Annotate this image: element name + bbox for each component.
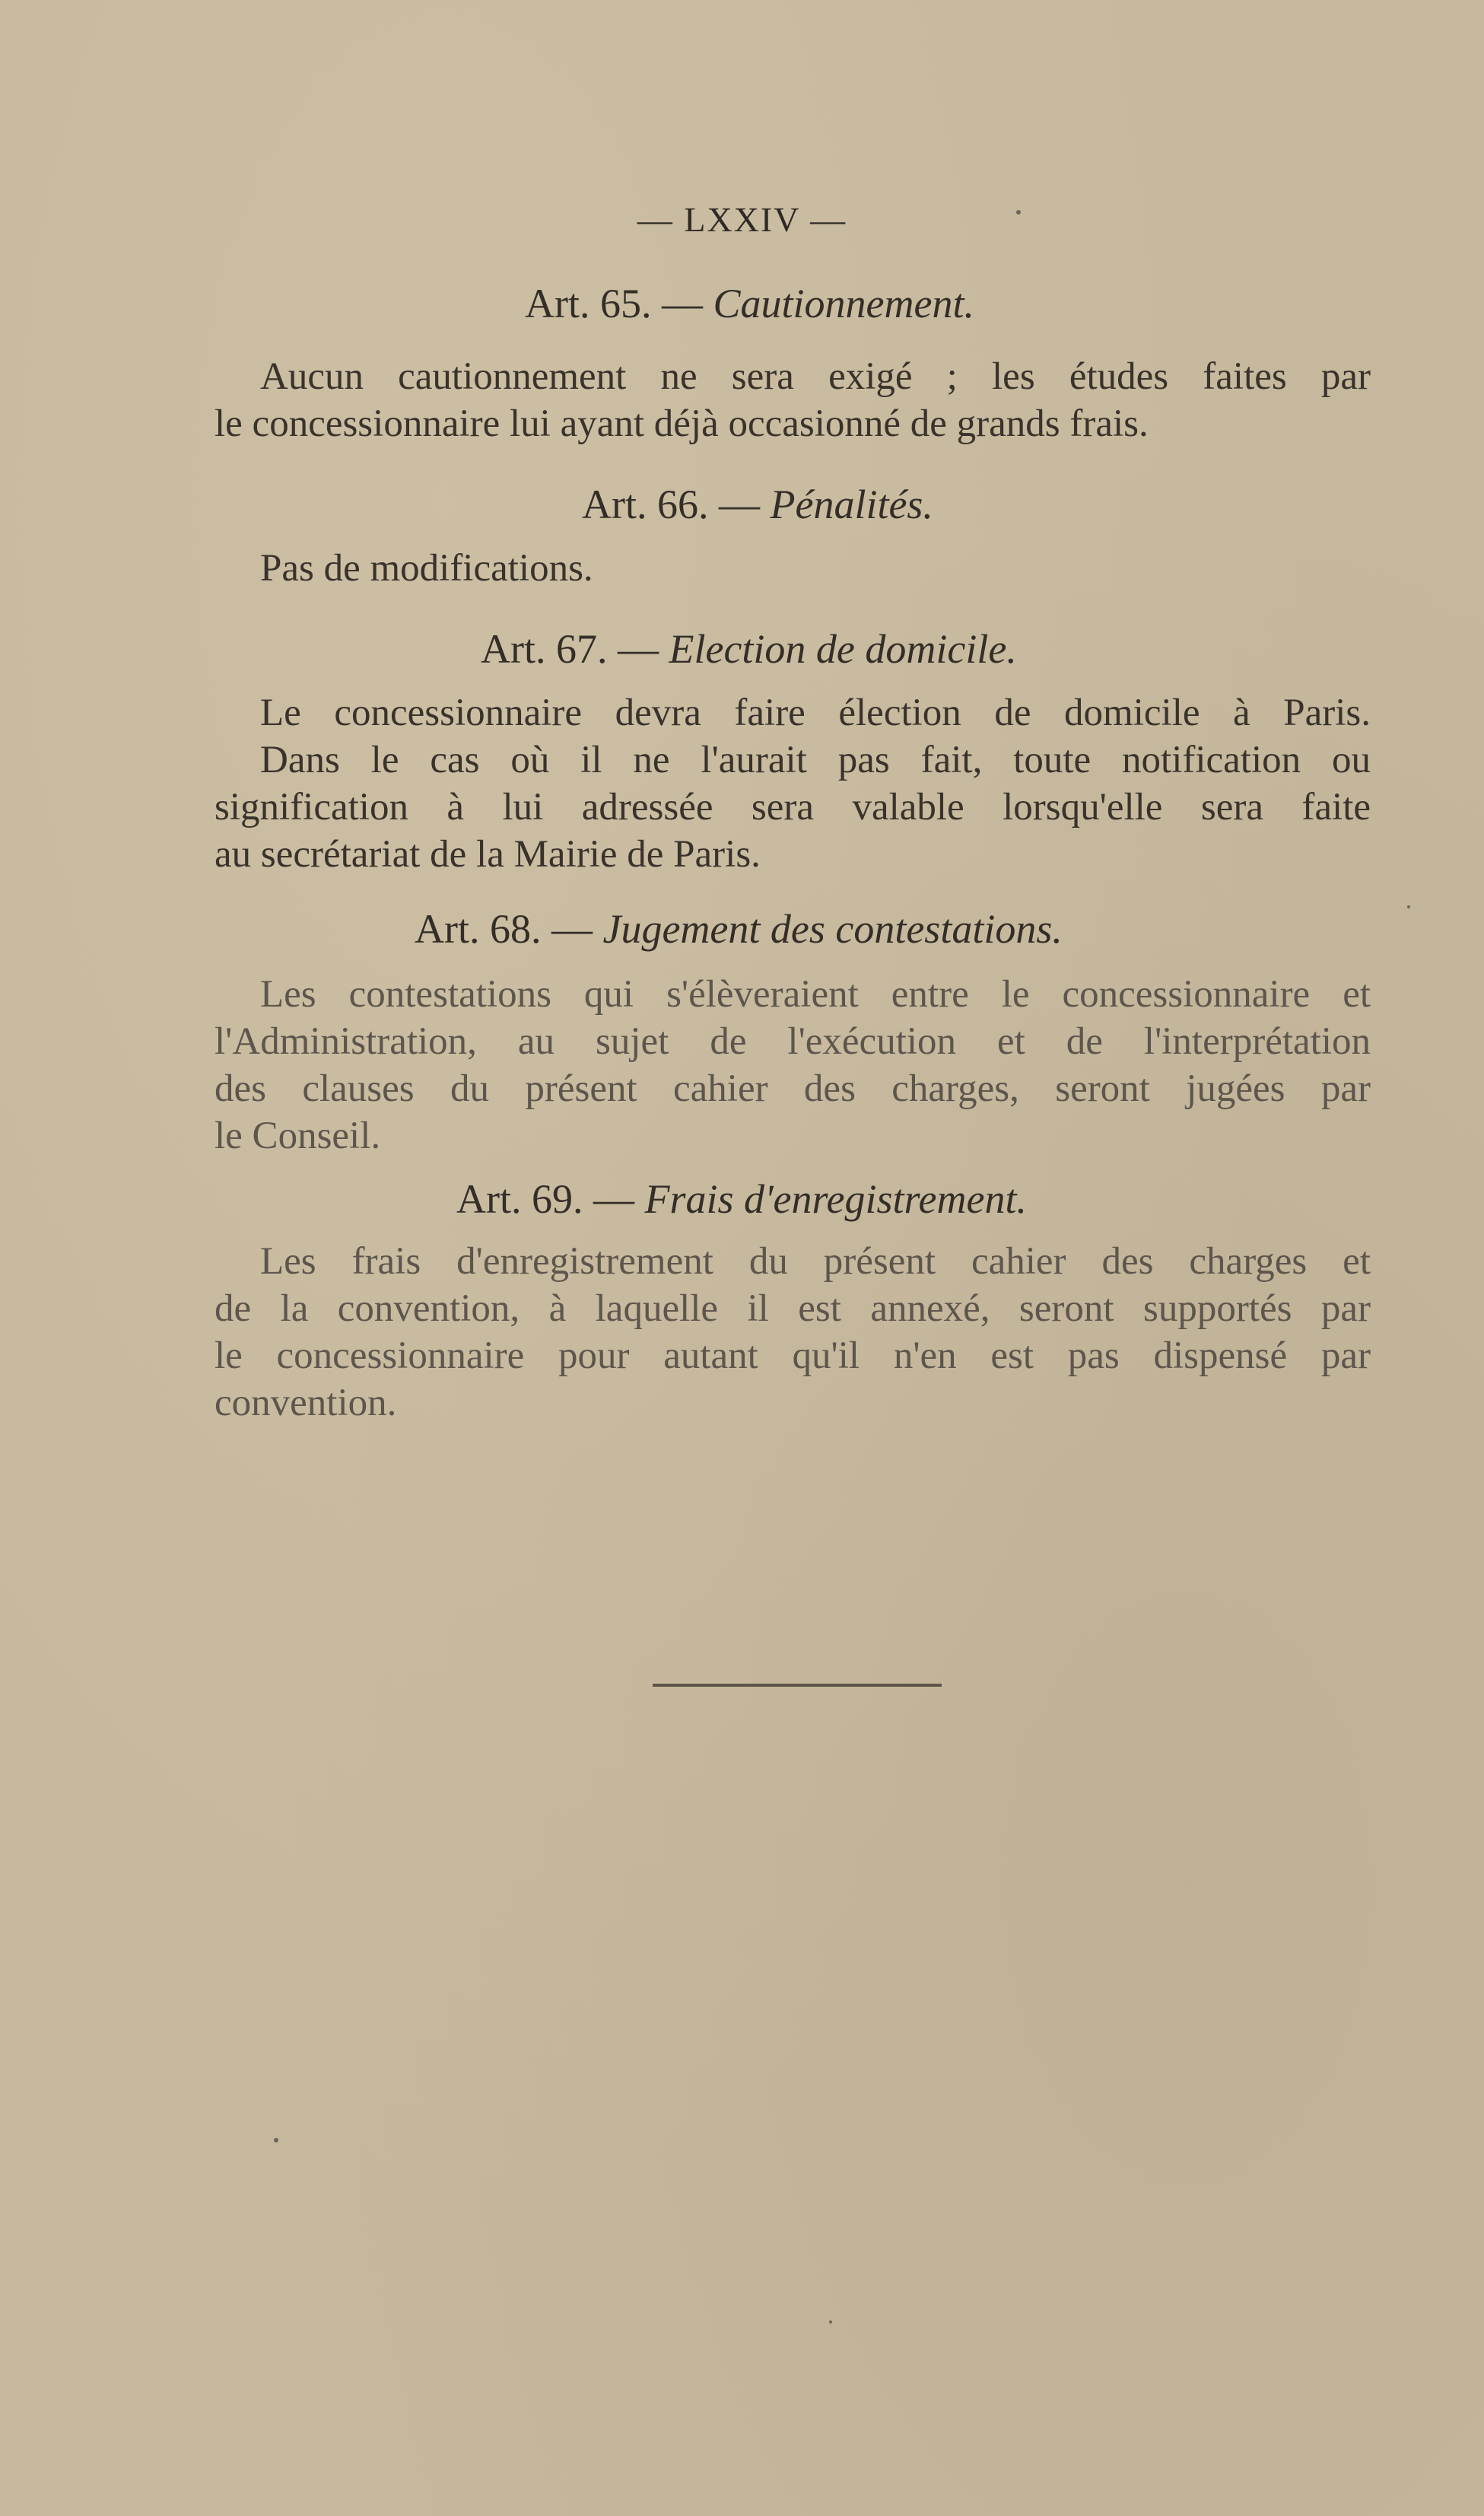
- article-67-number: Art. 67. —: [481, 626, 669, 672]
- article-68-line-4: le Conseil.: [214, 1115, 381, 1157]
- article-65-number: Art. 65. —: [525, 281, 713, 326]
- article-69-body: [214, 1238, 1371, 1427]
- article-69-line-1: Les frais d'enregistrement du présent cahier des charges et: [260, 1240, 1371, 1283]
- running-head: — LXXIV —: [637, 200, 847, 239]
- article-69-line-4: convention.: [214, 1382, 397, 1424]
- article-65-title: Cautionnement.: [713, 281, 974, 326]
- article-68-line-3: des clauses du présent cahier des charges, seront jugées par: [214, 1067, 1371, 1110]
- paper-speck: [1016, 210, 1021, 215]
- article-68-heading: [415, 905, 1063, 953]
- article-69-heading: [456, 1175, 1027, 1223]
- article-65-heading: [525, 280, 974, 327]
- article-68-body: [214, 971, 1371, 1159]
- article-67-line-4: au secrétariat de la Mairie de Paris.: [214, 833, 761, 876]
- article-66-heading: [582, 481, 933, 528]
- paper-speck: [829, 2320, 832, 2324]
- article-67-line-2: Dans le cas où il ne l'aurait pas fait, toute notification ou: [260, 739, 1371, 781]
- article-65-line-2: le concessionnaire lui ayant déjà occasionné de grands frais.: [214, 402, 1149, 445]
- article-67-heading: [481, 625, 1017, 673]
- article-69-number: Art. 69. —: [456, 1176, 645, 1222]
- paper-speck: [274, 2138, 278, 2142]
- article-67-body: [214, 689, 1371, 878]
- article-66-line-1: Pas de modifications.: [260, 547, 593, 590]
- article-69-line-3: le concessionnaire pour autant qu'il n'en est pas dispensé par: [214, 1334, 1371, 1377]
- closing-rule: [653, 1684, 942, 1687]
- article-68-number: Art. 68. —: [415, 906, 603, 952]
- article-66-number: Art. 66. —: [582, 482, 771, 527]
- article-68-title: Jugement des contestations.: [602, 906, 1063, 952]
- article-66-title: Pénalités.: [770, 482, 933, 527]
- article-65-body: [214, 353, 1371, 447]
- article-67-line-1: Le concessionnaire devra faire élection de domicile à Paris.: [260, 692, 1371, 734]
- article-69-title: Frais d'enregistrement.: [644, 1176, 1027, 1222]
- article-69-line-2: de la convention, à laquelle il est annexé, seront supportés par: [214, 1287, 1371, 1330]
- article-68-line-1: Les contestations qui s'élèveraient entre le concessionnaire et: [260, 973, 1371, 1016]
- article-68-line-2: l'Administration, au sujet de l'exécution et de l'interprétation: [214, 1020, 1371, 1063]
- article-66-body: [214, 545, 1371, 592]
- article-67-line-3: signification à lui adressée sera valable lorsqu'elle sera faite: [214, 786, 1371, 829]
- paper-speck: [1407, 905, 1410, 908]
- article-65-line-1: Aucun cautionnement ne sera exigé ; les études faites par: [260, 355, 1371, 398]
- article-67-title: Election de domicile.: [669, 626, 1017, 672]
